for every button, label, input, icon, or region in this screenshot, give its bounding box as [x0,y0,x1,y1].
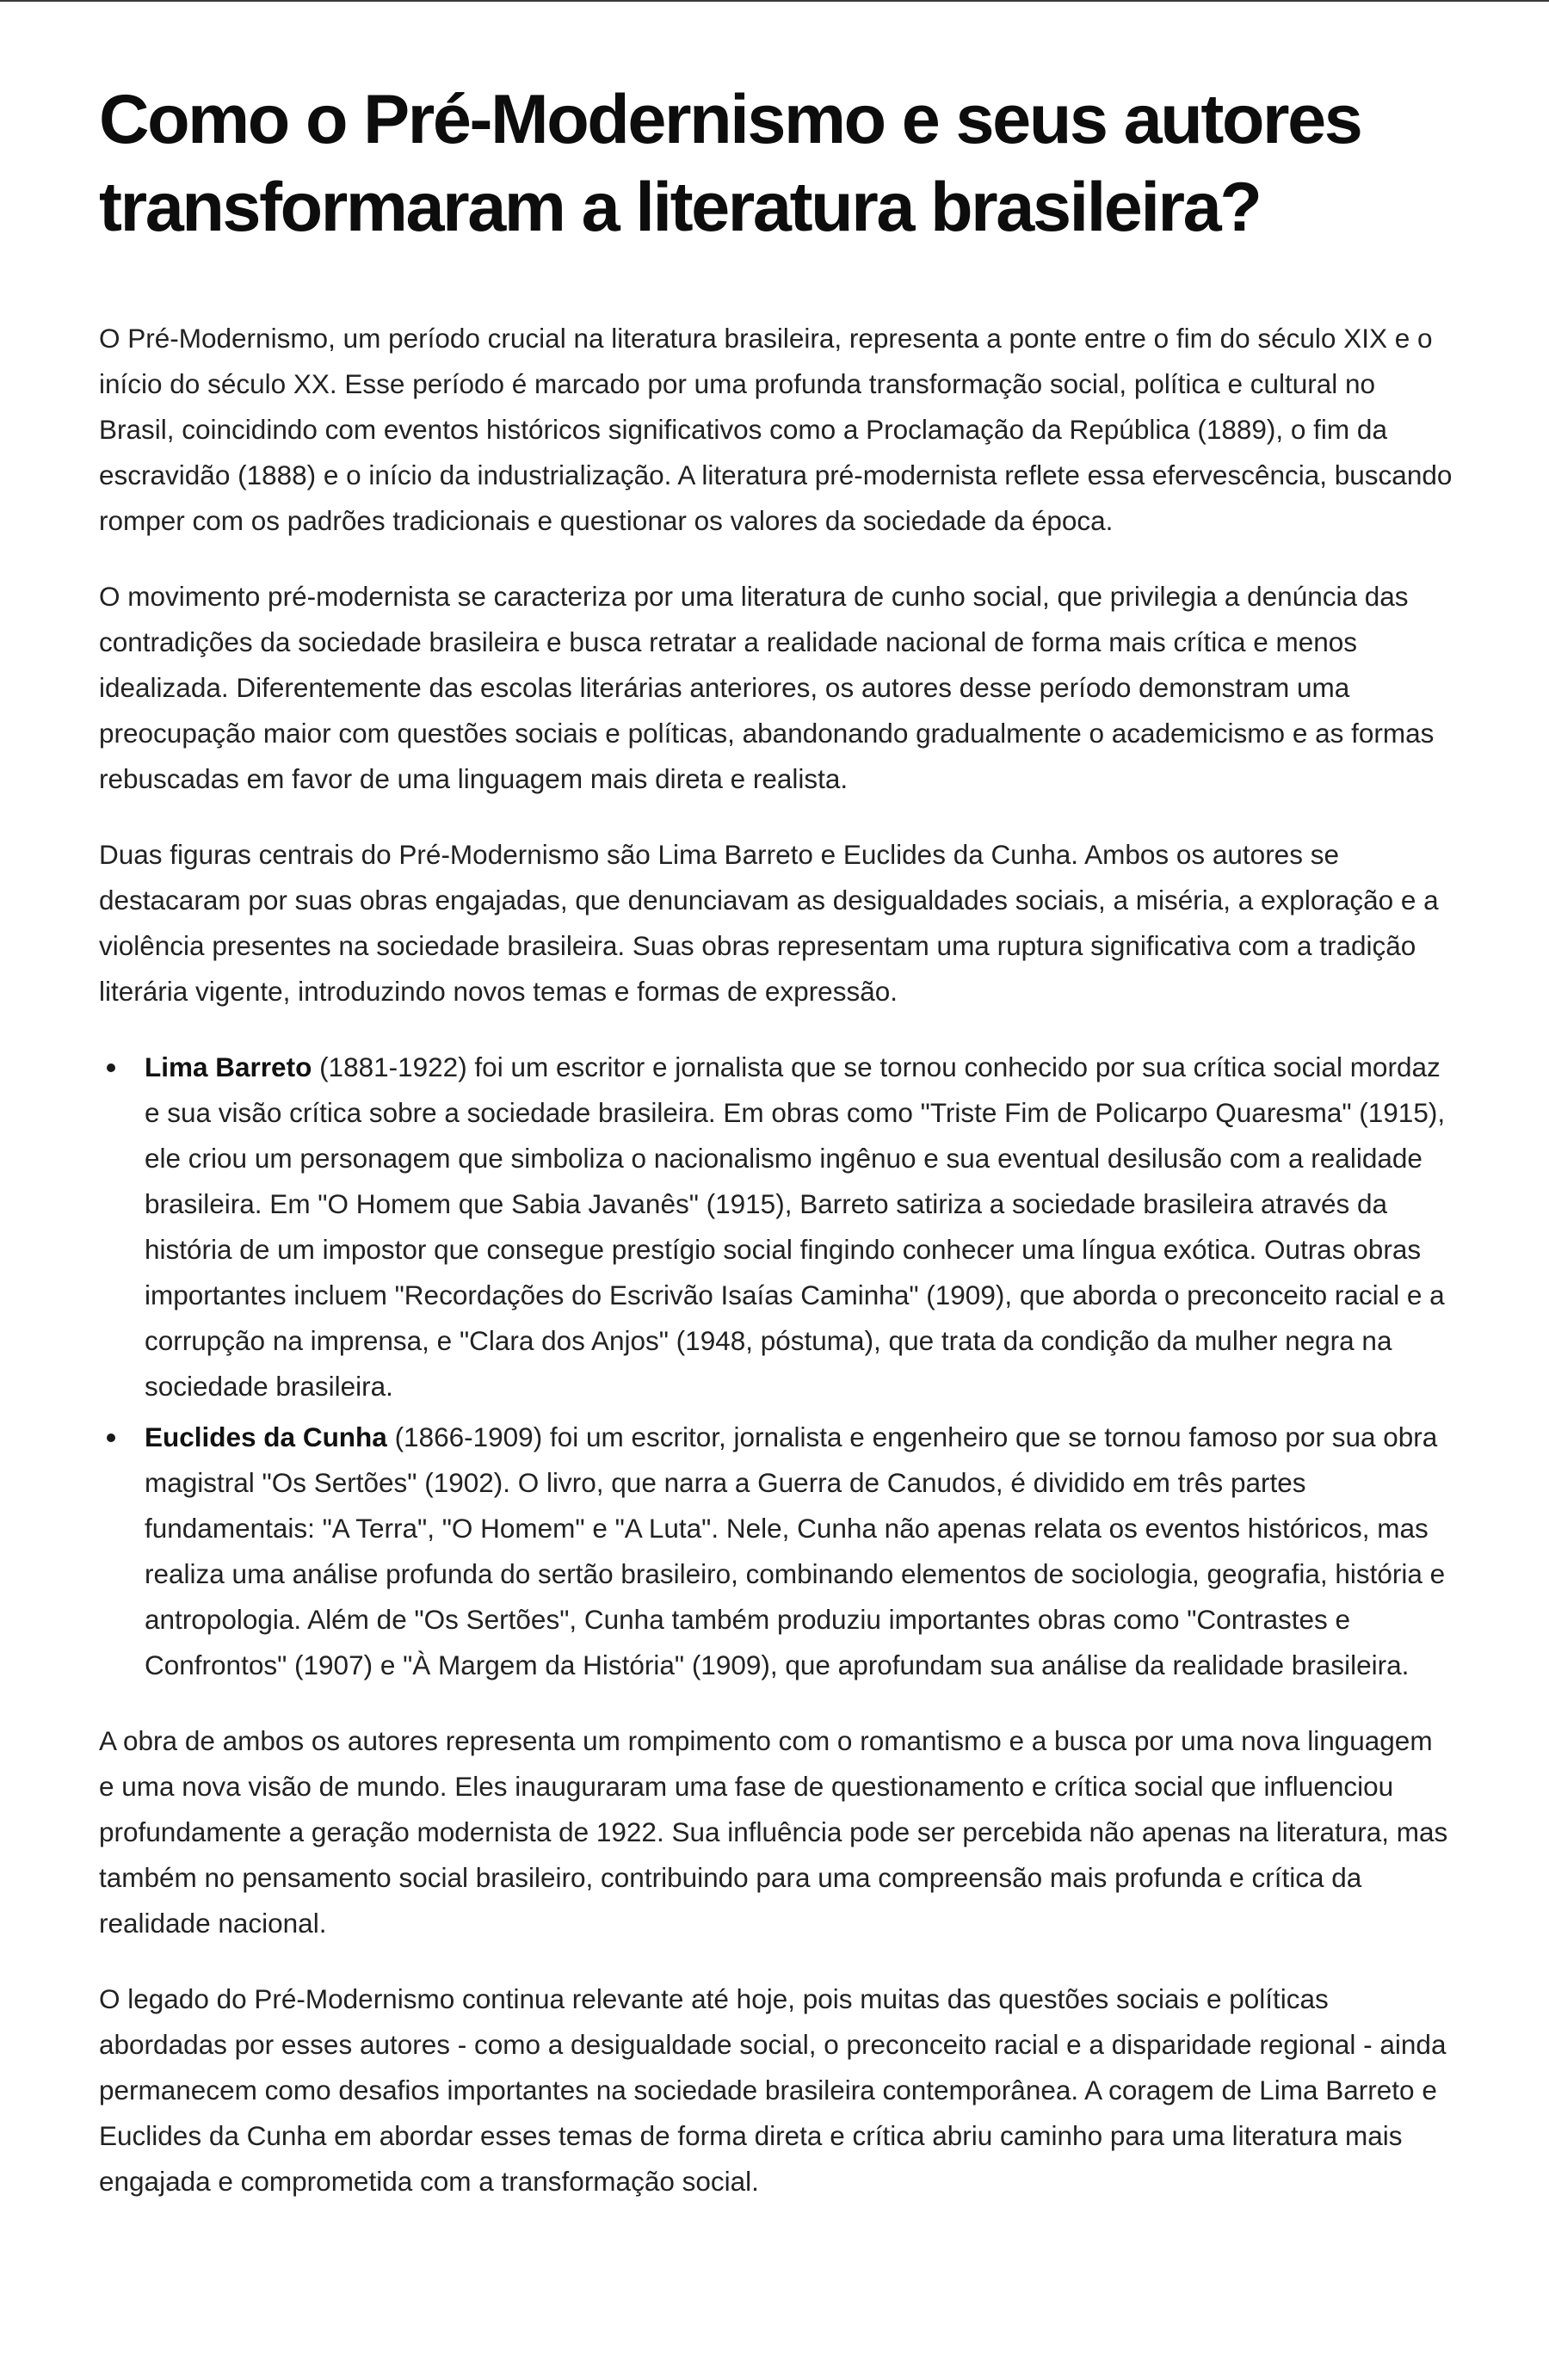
article [99,76,1454,2204]
author-description: (1866-1909) foi um escritor, jornalista e engenheiro que se tornou famoso por sua obra magistral "Os Sertões" (1902). O livro, que narra a Guerra de Canudos, é dividido em três partes fundamentais: "A Terra", "O Homem" e "A Luta". Nele, Cunha não apenas relata os eventos históricos, mas realiza uma análise profunda do sertão brasileiro, combinando elementos de sociologia, geografia, história e antropologia. Além de "Os Sertões", Cunha também produziu importantes obras como "Contrastes e Confrontos" (1907) e "À Margem da História" (1909), que aprofundam sua análise da realidade brasileira. [145,1421,1446,1680]
bullet-icon [107,1434,115,1442]
author-name: Euclides da Cunha [145,1421,387,1452]
authors-list [99,1045,1454,1688]
paragraph-intro: O Pré-Modernismo, um período crucial na literatura brasileira, representa a ponte entre o fim do século XIX e o início do século XX. Esse período é marcado por uma profunda transformação social, política e cultural no Brasil, coincidindo com eventos históricos significativos como a Proclamação da República (1889), o fim da escravidão (1888) e o início da industrialização. A literatura pré-modernista reflete essa efervescência, buscando romper com os padrões tradicionais e questionar os valores da sociedade da época. [99,323,1453,536]
author-name: Lima Barreto [145,1051,312,1082]
paragraph-legacy: O legado do Pré-Modernismo continua relevante até hoje, pois muitas das questões sociais e políticas abordadas por esses autores - como a desigualdade social, o preconceito racial e a disparidade regional - ainda permanecem como desafios importantes na sociedade brasileira contemporânea. A coragem de Lima Barreto e Euclides da Cunha em abordar esses temas de forma direta e crítica abriu caminho para uma literatura mais engajada e comprometida com a transformação social. [99,1983,1447,2197]
list-item [99,1045,1454,1409]
top-border [0,0,1549,2]
article-title: Como o Pré-Modernismo e seus autores transformaram a literatura brasileira? [99,81,1361,246]
list-item [99,1415,1454,1688]
author-description: (1881-1922) foi um escritor e jornalista que se tornou conhecido por sua crítica social mordaz e sua visão crítica sobre a sociedade brasileira. Em obras como "Triste Fim de Policarpo Quaresma" (1915), ele criou um personagem que simboliza o nacionalismo ingênuo e sua eventual desilusão com a realidade brasileira. Em "O Homem que Sabia Javanês" (1915), Barreto satiriza a sociedade brasileira através da história de um impostor que consegue prestígio social fingindo conhecer uma língua exótica. Outras obras importantes incluem "Recordações do Escrivão Isaías Caminha" (1909), que aborda o preconceito racial e a corrupção na imprensa, e "Clara dos Anjos" (1948, póstuma), que trata da condição da mulher negra na sociedade brasileira. [145,1051,1446,1402]
bullet-icon [107,1064,115,1072]
paragraph-influence: A obra de ambos os autores representa um rompimento com o romantismo e a busca por uma nova linguagem e uma nova visão de mundo. Eles inauguraram uma fase de questionamento e crítica social que influenciou profundamente a geração modernista de 1922. Sua influência pode ser percebida não apenas na literatura, mas também no pensamento social brasileiro, contribuindo para uma compreensão mais profunda e crítica da realidade nacional. [99,1725,1448,1939]
paragraph-central-figures: Duas figuras centrais do Pré-Modernismo são Lima Barreto e Euclides da Cunha. Ambos os autores se destacaram por suas obras engajadas, que denunciavam as desigualdades sociais, a miséria, a exploração e a violência presentes na sociedade brasileira. Suas obras representam uma ruptura significativa com a tradição literária vigente, introduzindo novos temas e formas de expressão. [99,839,1439,1007]
paragraph-movement: O movimento pré-modernista se caracteriza por uma literatura de cunho social, que privilegia a denúncia das contradições da sociedade brasileira e busca retratar a realidade nacional de forma mais crítica e menos idealizada. Diferentemente das escolas literárias anteriores, os autores desse período demonstram uma preocupação maior com questões sociais e políticas, abandonando gradualmente o academicismo e as formas rebuscadas em favor de uma linguagem mais direta e realista. [99,581,1435,794]
